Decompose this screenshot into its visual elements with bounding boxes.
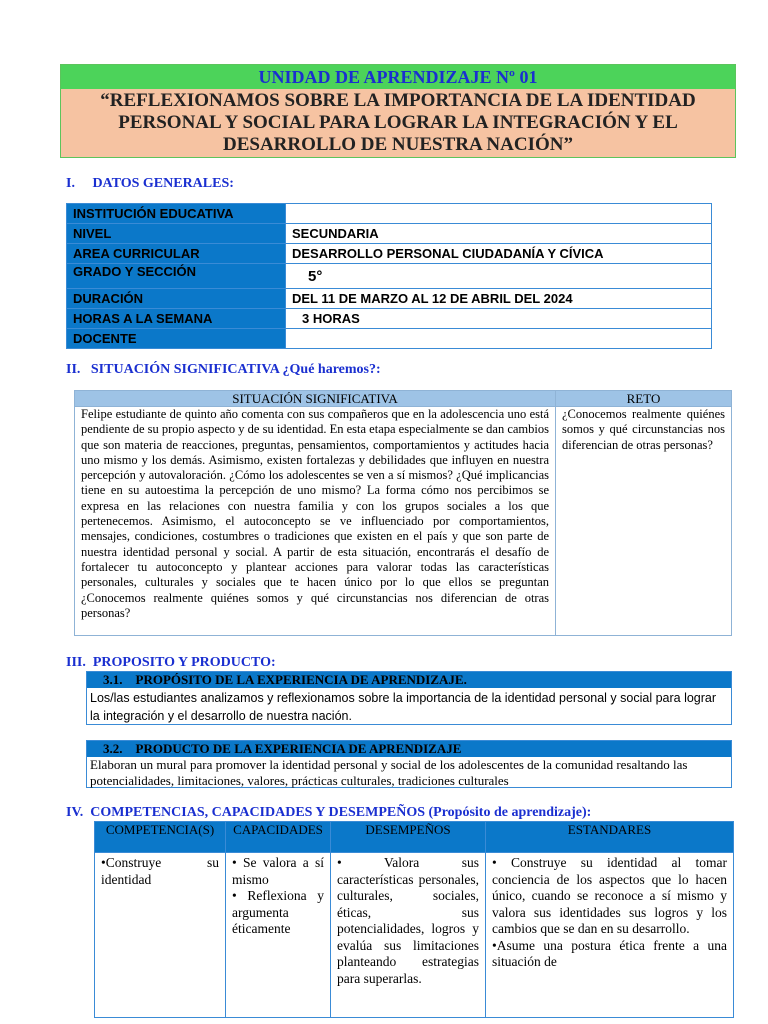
column-header: CAPACIDADES — [226, 822, 331, 853]
producto-text: Elaboran un mural para promover la identidad personal y social de los adolescentes de la comunidad resaltando las potencialidades, limitaciones, valores, prácticas culturales, tradiciones culturales — [90, 757, 688, 788]
capacidad-item: • Se valora a sí mismo — [232, 855, 324, 887]
field-label: NIVEL — [67, 224, 286, 244]
table-row — [67, 224, 712, 244]
column-header: SITUACIÓN SIGNIFICATIVA — [75, 391, 556, 407]
section-heading-competencias: IV. COMPETENCIAS, CAPACIDADES Y DESEMPEÑOS (Propósito de aprendizaje): — [66, 805, 592, 820]
producto-box — [86, 740, 732, 788]
field-value: DEL 11 DE MARZO AL 12 DE ABRIL DEL 2024 — [286, 289, 712, 309]
field-label: AREA CURRICULAR — [67, 244, 286, 264]
field-label: INSTITUCIÓN EDUCATIVA — [67, 204, 286, 224]
column-header: COMPETENCIA(S) — [95, 822, 226, 853]
field-label: DOCENTE — [67, 329, 286, 349]
field-value: SECUNDARIA — [286, 224, 712, 244]
section-heading-datos: I. DATOS GENERALES: — [66, 176, 234, 191]
table-row — [67, 264, 712, 289]
table-row — [67, 309, 712, 329]
field-label: GRADO Y SECCIÓN — [67, 264, 286, 289]
proposito-heading: 3.1. PROPÓSITO DE LA EXPERIENCIA DE APRENDIZAJE. — [87, 672, 731, 688]
main-title-line: “REFLEXIONAMOS SOBRE LA IMPORTANCIA DE LA IDENTIDAD — [100, 90, 696, 111]
capacidad-item: • Reflexiona y argumenta éticamente — [232, 888, 324, 936]
unit-title: UNIDAD DE APRENDIZAJE Nº 01 — [61, 65, 735, 89]
competencia-text: •Construye su identidad — [101, 855, 219, 887]
desempeno-text: • Valora sus características personales, culturales, sociales, éticas, sus potencialidades, logros y evalúa sus limitaciones planteando estrategias para superarlas. — [337, 855, 479, 986]
desempenos-cell — [331, 853, 486, 1018]
main-title — [61, 89, 735, 157]
main-title-line: DESARROLLO DE NUESTRA NACIÓN” — [223, 134, 573, 155]
field-value: 5° — [286, 264, 712, 289]
general-data-table — [66, 203, 712, 349]
field-value — [286, 329, 712, 349]
situacion-table — [74, 390, 732, 636]
section-heading-situacion: II. SITUACIÓN SIGNIFICATIVA ¿Qué haremos?: — [66, 362, 381, 377]
producto-heading: 3.2. PRODUCTO DE LA EXPERIENCIA DE APRENDIZAJE — [87, 741, 731, 757]
column-header: DESEMPEÑOS — [331, 822, 486, 853]
situacion-text: Felipe estudiante de quinto año comenta con sus compañeros que en la adolescencia uno está pendiente de su propio aspecto y de su identidad. En esta etapa especialmente se dan cambios que son materia de reacciones, preguntas, pensamientos, comportamientos y actitudes hacia uno mismo y los demás. Asimismo, existen fortalezas y debilidades que influyen en nuestra percepción y autovaloración. ¿Cómo los adolescentes se ven a sí mismos? ¿Qué implicancias tiene en su autoestima la percepción de uno mismo? La forma cómo nos percibimos se expresa en las relaciones con nuestra familia y con los grupos sociales a los que pertenecemos. Asimismo, el autoconcepto se ve influenciado por comportamientos, mensajes, condiciones, costumbres o tradiciones que existen en el país y que son parte de nuestra identidad personal y social. A partir de esta situación, encontrarás el desafío de fortalecer tu autoconcepto y plantear acciones para valorar todas las características personales, culturales y sociales que te hacen único por lo que ellos se preguntan ¿Conocemos realmente quiénes somos y qué circunstancias nos diferencian de otras personas? — [75, 407, 556, 636]
estandar-item: • Construye su identidad al tomar conciencia de los aspectos que lo hacen único, cuando se reconoce a sí mismo y valora sus identidades sus logros y los cambios que se dan en su desarrollo. — [492, 855, 727, 936]
table-row — [67, 329, 712, 349]
competencia-cell — [95, 853, 226, 1018]
reto-text: ¿Conocemos realmente quiénes somos y qué circunstancias nos diferencian de otras personas? — [556, 407, 732, 636]
column-header: ESTANDARES — [486, 822, 734, 853]
table-row — [95, 853, 734, 1018]
table-row — [67, 204, 712, 224]
column-header: RETO — [556, 391, 732, 407]
table-row — [67, 244, 712, 264]
section-heading-proposito: III. PROPOSITO Y PRODUCTO: — [66, 655, 276, 670]
field-value: DESARROLLO PERSONAL CIUDADANÍA Y CÍVICA — [286, 244, 712, 264]
estandares-cell — [486, 853, 734, 1018]
main-title-line: PERSONAL Y SOCIAL PARA LOGRAR LA INTEGRACIÓN Y EL — [118, 112, 678, 133]
proposito-text: Los/las estudiantes analizamos y reflexionamos sobre la importancia de la identidad personal y social para lograr la integración y el desarrollo de nuestra nación. — [90, 691, 717, 723]
table-header-row — [75, 391, 732, 407]
field-label: DURACIÓN — [67, 289, 286, 309]
proposito-box — [86, 671, 732, 725]
table-row — [75, 407, 732, 636]
title-box — [60, 64, 736, 158]
table-header-row — [95, 822, 734, 853]
field-value: 3 HORAS — [286, 309, 712, 329]
field-label: HORAS A LA SEMANA — [67, 309, 286, 329]
estandar-item: •Asume una postura ética frente a una situación de — [492, 937, 727, 969]
capacidades-cell — [226, 853, 331, 1018]
field-value — [286, 204, 712, 224]
competencias-table — [94, 821, 734, 1018]
table-row — [67, 289, 712, 309]
